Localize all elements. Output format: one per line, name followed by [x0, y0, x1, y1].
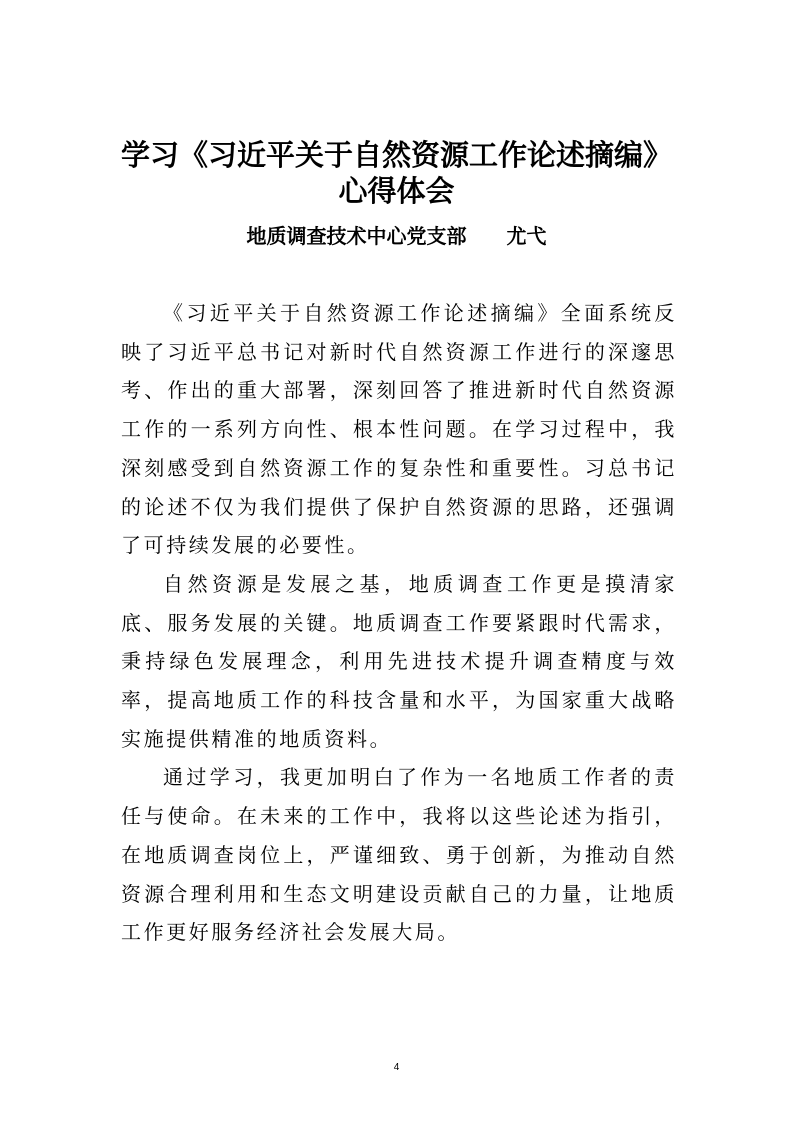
byline-organization: 地质调查技术中心党支部 — [246, 224, 467, 248]
document-title-line2: 心得体会 — [338, 174, 455, 208]
byline — [60, 222, 733, 250]
document-title: 学习《习近平关于自然资源工作论述摘编》 — [120, 138, 672, 172]
document-body — [121, 294, 677, 952]
body-paragraph-1: 《习近平关于自然资源工作论述摘编》全面系统反映了习近平总书记对新时代自然资源工作进行的深邃思考、作出的重大部署，深刻回答了推进新时代自然资源工作的一系列方向性、根本性问题。在学习过程中，我深刻感受到自然资源工作的复杂性和重要性。习总书记的论述不仅为我们提供了保护自然资源的思路，还强调了可持续发展的必要性。 — [121, 301, 677, 558]
body-paragraph-3: 通过学习，我更加明白了作为一名地质工作者的责任与使命。在未来的工作中，我将以这些论述为指引，在地质调查岗位上，严谨细致、勇于创新，为推动自然资源合理利用和生态文明建设贡献自己的力量，让地质工作更好服务经济社会发展大局。 — [121, 765, 677, 945]
page-number: 4 — [393, 1062, 400, 1073]
body-paragraph-2: 自然资源是发展之基，地质调查工作更是摸清家底、服务发展的关键。地质调查工作要紧跟时代需求，秉持绿色发展理念，利用先进技术提升调查精度与效率，提高地质工作的科技含量和水平，为国家重大战略实施提供精准的地质资料。 — [121, 571, 677, 751]
byline-author: 尤弋 — [506, 224, 547, 248]
